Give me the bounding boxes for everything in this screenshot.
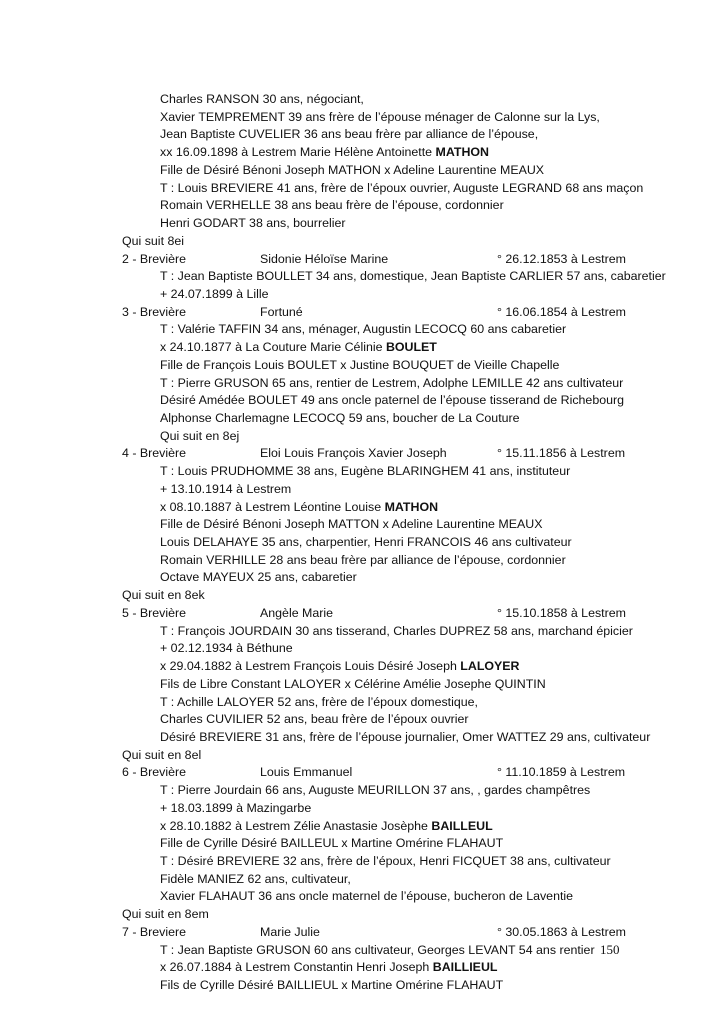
line-text-wrap [122,233,184,250]
detail-line [0,977,724,994]
line-text: T : Louis BREVIERE 41 ans, frère de l’époux ouvrier, Auguste LEGRAND 68 ans maçon [160,180,644,195]
detail-line [0,676,724,693]
line-text-wrap [160,959,497,976]
line-text: T : Louis PRUDHOMME 38 ans, Eugène BLARINGHEM 41 ans, instituteur [160,464,571,479]
detail-line [0,286,724,303]
line-text: xx 16.09.1898 à Lestrem Marie Hélène Antoinette [160,145,436,160]
spouse-surname: BOULET [385,340,437,355]
line-text-wrap [160,215,345,232]
line-text-wrap [160,410,520,427]
reference-line [0,233,724,250]
line-text: T : Valérie TAFFIN 34 ans, ménager, Augustin LECOCQ 60 ans cabaretier [160,322,567,337]
line-text: Fils de Cyrille Désiré BAILLIEUL x Martine Omérine FLAHAUT [160,978,504,992]
line-text: Fille de François Louis BOULET x Justine BOUQUET de Vieille Chapelle [160,357,560,372]
line-text-wrap [160,977,503,994]
entry-given-names: Louis Emmanuel [260,765,353,780]
line-text: Charles RANSON 30 ans, négociant, [160,92,364,106]
detail-line [0,888,724,905]
line-text-wrap [160,162,544,179]
entry-given-names: Marie Julie [260,924,320,939]
detail-line [0,499,724,516]
line-text-wrap [122,906,209,923]
spouse-surname: MATHON [435,145,489,160]
line-text: Charles CUVILIER 52 ans, beau frère de l’époux ouvrier [160,712,469,727]
line-text-wrap [160,339,437,356]
entry-header-line [0,304,724,321]
line-text: Désiré BREVIERE 31 ans, frère de l’épouse journalier, Omer WATTEZ 29 ans, cultivateur [160,729,651,744]
line-text: Fils de Libre Constant LALOYER x Célérine Amélie Josephe QUINTIN [160,676,546,691]
line-text-wrap [160,463,570,480]
spouse-surname: MATHON [384,499,439,514]
entry-number: 7 - Breviere [122,924,187,939]
line-text-wrap [160,711,469,728]
entry-given-names: Sidonie Héloïse Marine [260,251,389,266]
entry-number: 6 - Brevière [122,765,187,780]
entry-number: 5 - Brevière [122,605,187,620]
entry-given-names: Eloi Louis François Xavier Joseph [260,446,447,461]
line-text: Qui suit 8ei [122,233,184,248]
line-text-wrap [160,871,351,888]
detail-line [0,694,724,711]
line-text-wrap [160,375,623,392]
line-text: + 13.10.1914 à Lestrem [160,481,292,496]
line-text-wrap [160,321,566,338]
reference-line [0,747,724,764]
line-text: x 08.10.1887 à Lestrem Léontine Louise [160,499,385,514]
line-text-wrap [160,888,573,905]
line-text-wrap [160,569,357,586]
detail-line [0,109,724,126]
detail-line [0,357,724,374]
line-text: T : François JOURDAIN 30 ans tisserand, Charles DUPREZ 58 ans, marchand épicier [160,623,633,638]
detail-line [0,569,724,586]
line-text-wrap [160,109,600,126]
detail-line [0,658,724,675]
line-text: Henri GODART 38 ans, bourrelier [160,216,346,230]
line-text: Alphonse Charlemagne LECOCQ 59 ans, boucher de La Couture [160,411,520,425]
line-text: Fille de Désiré Bénoni Joseph MATTON x Adeline Laurentine MEAUX [160,517,543,532]
line-text: + 18.03.1899 à Mazingarbe [160,800,312,815]
entry-header-line [0,251,724,268]
entry-header-line [0,445,724,462]
line-text: T : Achille LALOYER 52 ans, frère de l’époux domestique, [160,694,478,709]
line-text: Romain VERHELLE 38 ans beau frère de l’épouse, cordonnier [160,198,504,213]
line-text: x 24.10.1877 à La Couture Marie Célinie [160,340,386,355]
line-text-wrap [160,835,503,852]
entry-number: 3 - Brevière [122,304,187,319]
entry-header-line [0,764,724,781]
line-text: Qui suit en 8em [122,907,209,922]
detail-line [0,428,724,445]
entry-given-names: Angèle Marie [260,605,334,620]
entry-given-names: Fortuné [260,304,303,319]
line-text-wrap [160,942,595,959]
line-text: x 28.10.1882 à Lestrem Zélie Anastasie Josèphe [160,818,432,833]
detail-line [0,215,724,232]
entry-birth-date: ° 30.05.1863 à Lestrem [497,924,626,939]
line-text-wrap [160,144,489,161]
detail-line [0,516,724,533]
line-text-wrap [160,623,633,640]
line-text-wrap [160,516,542,533]
line-text-wrap [160,694,478,711]
line-text-wrap [160,481,291,498]
entry-header-line [0,924,724,941]
line-text: Qui suit en 8el [122,747,202,762]
detail-line [0,126,724,143]
entry-number: 4 - Brevière [122,446,187,461]
line-text-wrap [122,747,201,764]
line-text: x 26.07.1884 à Lestrem Constantin Henri Joseph [160,960,433,975]
spouse-surname: LALOYER [460,659,520,673]
detail-line [0,197,724,214]
detail-line [0,853,724,870]
line-text: T : Désiré BREVIERE 32 ans, frère de l’époux, Henri FICQUET 38 ans, cultivateur [160,854,611,868]
line-text: Romain VERHILLE 28 ans beau frère par alliance de l’épouse, cordonnier [160,552,566,567]
detail-line [0,321,724,338]
detail-line [0,711,724,728]
detail-line [0,534,724,551]
line-text: Qui suit en 8ek [122,588,205,603]
detail-line [0,959,724,976]
entry-birth-date: ° 15.11.1856 à Lestrem [497,446,626,461]
line-text-wrap [160,782,590,799]
detail-line [0,339,724,356]
line-text-wrap [160,853,611,870]
line-text: T : Pierre Jourdain 66 ans, Auguste MEURILLON 37 ans, , gardes champêtres [160,783,591,798]
detail-line [0,835,724,852]
line-text: + 02.12.1934 à Béthune [160,641,293,656]
line-text-wrap [160,499,438,516]
line-text: Xavier TEMPREMENT 39 ans frère de l’épouse ménager de Calonne sur la Lys, [160,109,600,124]
entry-birth-date: ° 26.12.1853 à Lestrem [497,251,626,266]
entry-birth-date: ° 11.10.1859 à Lestrem [497,765,626,780]
line-text-wrap [122,587,205,604]
line-text: Qui suit en 8ej [160,428,240,443]
line-text-wrap [160,392,624,409]
detail-line [0,552,724,569]
line-text: Fille de Cyrille Désiré BAILLEUL x Martine Omérine FLAHAUT [160,836,504,851]
line-text: Fille de Désiré Bénoni Joseph MATHON x Adeline Laurentine MEAUX [160,162,545,177]
line-text-wrap [160,818,493,835]
line-text: T : Jean Baptiste GRUSON 60 ans cultivateur, Georges LEVANT 54 ans rentier [160,942,595,957]
line-text-wrap [160,428,239,445]
line-text: x 29.04.1882 à Lestrem François Louis Désiré Joseph [160,659,461,673]
reference-line [0,906,724,923]
spouse-surname: BAILLEUL [431,818,493,833]
line-text: T : Pierre GRUSON 65 ans, rentier de Lestrem, Adolphe LEMILLE 42 ans cultivateur [160,375,624,390]
detail-line [0,180,724,197]
line-text-wrap [160,268,666,285]
detail-line [0,410,724,427]
line-text-wrap [160,357,559,374]
detail-line [0,640,724,657]
detail-line [0,162,724,179]
line-text: Louis DELAHAYE 35 ans, charpentier, Henri FRANCOIS 46 ans cultivateur [160,535,572,549]
line-text: T : Jean Baptiste BOULLET 34 ans, domestique, Jean Baptiste CARLIER 57 ans, cabaretier [160,269,666,284]
detail-line [0,463,724,480]
detail-line [0,144,724,161]
line-text: Xavier FLAHAUT 36 ans oncle maternel de l’épouse, bucheron de Laventie [160,889,574,904]
detail-line [0,729,724,746]
line-text-wrap [160,552,566,569]
line-text-wrap [160,640,293,657]
detail-line [0,481,724,498]
detail-line [0,623,724,640]
detail-line [0,800,724,817]
line-text-wrap [160,197,504,214]
line-text-wrap [160,800,311,817]
line-text: + 24.07.1899 à Lille [160,286,269,301]
entry-number: 2 - Brevière [122,251,187,266]
spouse-surname: BAILLIEUL [432,960,498,975]
line-text: Octave MAYEUX 25 ans, cabaretier [160,570,357,585]
line-text-wrap [160,534,572,551]
line-text-wrap [160,729,650,746]
detail-line [0,871,724,888]
line-text-wrap [160,91,364,108]
entry-header-line [0,605,724,622]
line-text-wrap [160,658,520,675]
detail-line [0,268,724,285]
line-text: Jean Baptiste CUVELIER 36 ans beau frère par alliance de l’épouse, [160,127,539,142]
detail-line [0,91,724,108]
entry-birth-date: ° 15.10.1858 à Lestrem [497,605,626,620]
detail-line [0,375,724,392]
line-text-wrap [160,180,643,197]
detail-line [0,782,724,799]
line-text-wrap [160,676,546,693]
line-text-wrap [160,126,538,143]
detail-line [0,392,724,409]
line-text: Fidèle MANIEZ 62 ans, cultivateur, [160,871,351,886]
detail-line [0,818,724,835]
entry-birth-date: ° 16.06.1854 à Lestrem [497,304,626,319]
reference-line [0,587,724,604]
line-text: Désiré Amédée BOULET 49 ans oncle paternel de l’épouse tisserand de Richebourg [160,393,625,408]
line-text-wrap [160,286,269,303]
page-number: 150 [600,942,620,957]
